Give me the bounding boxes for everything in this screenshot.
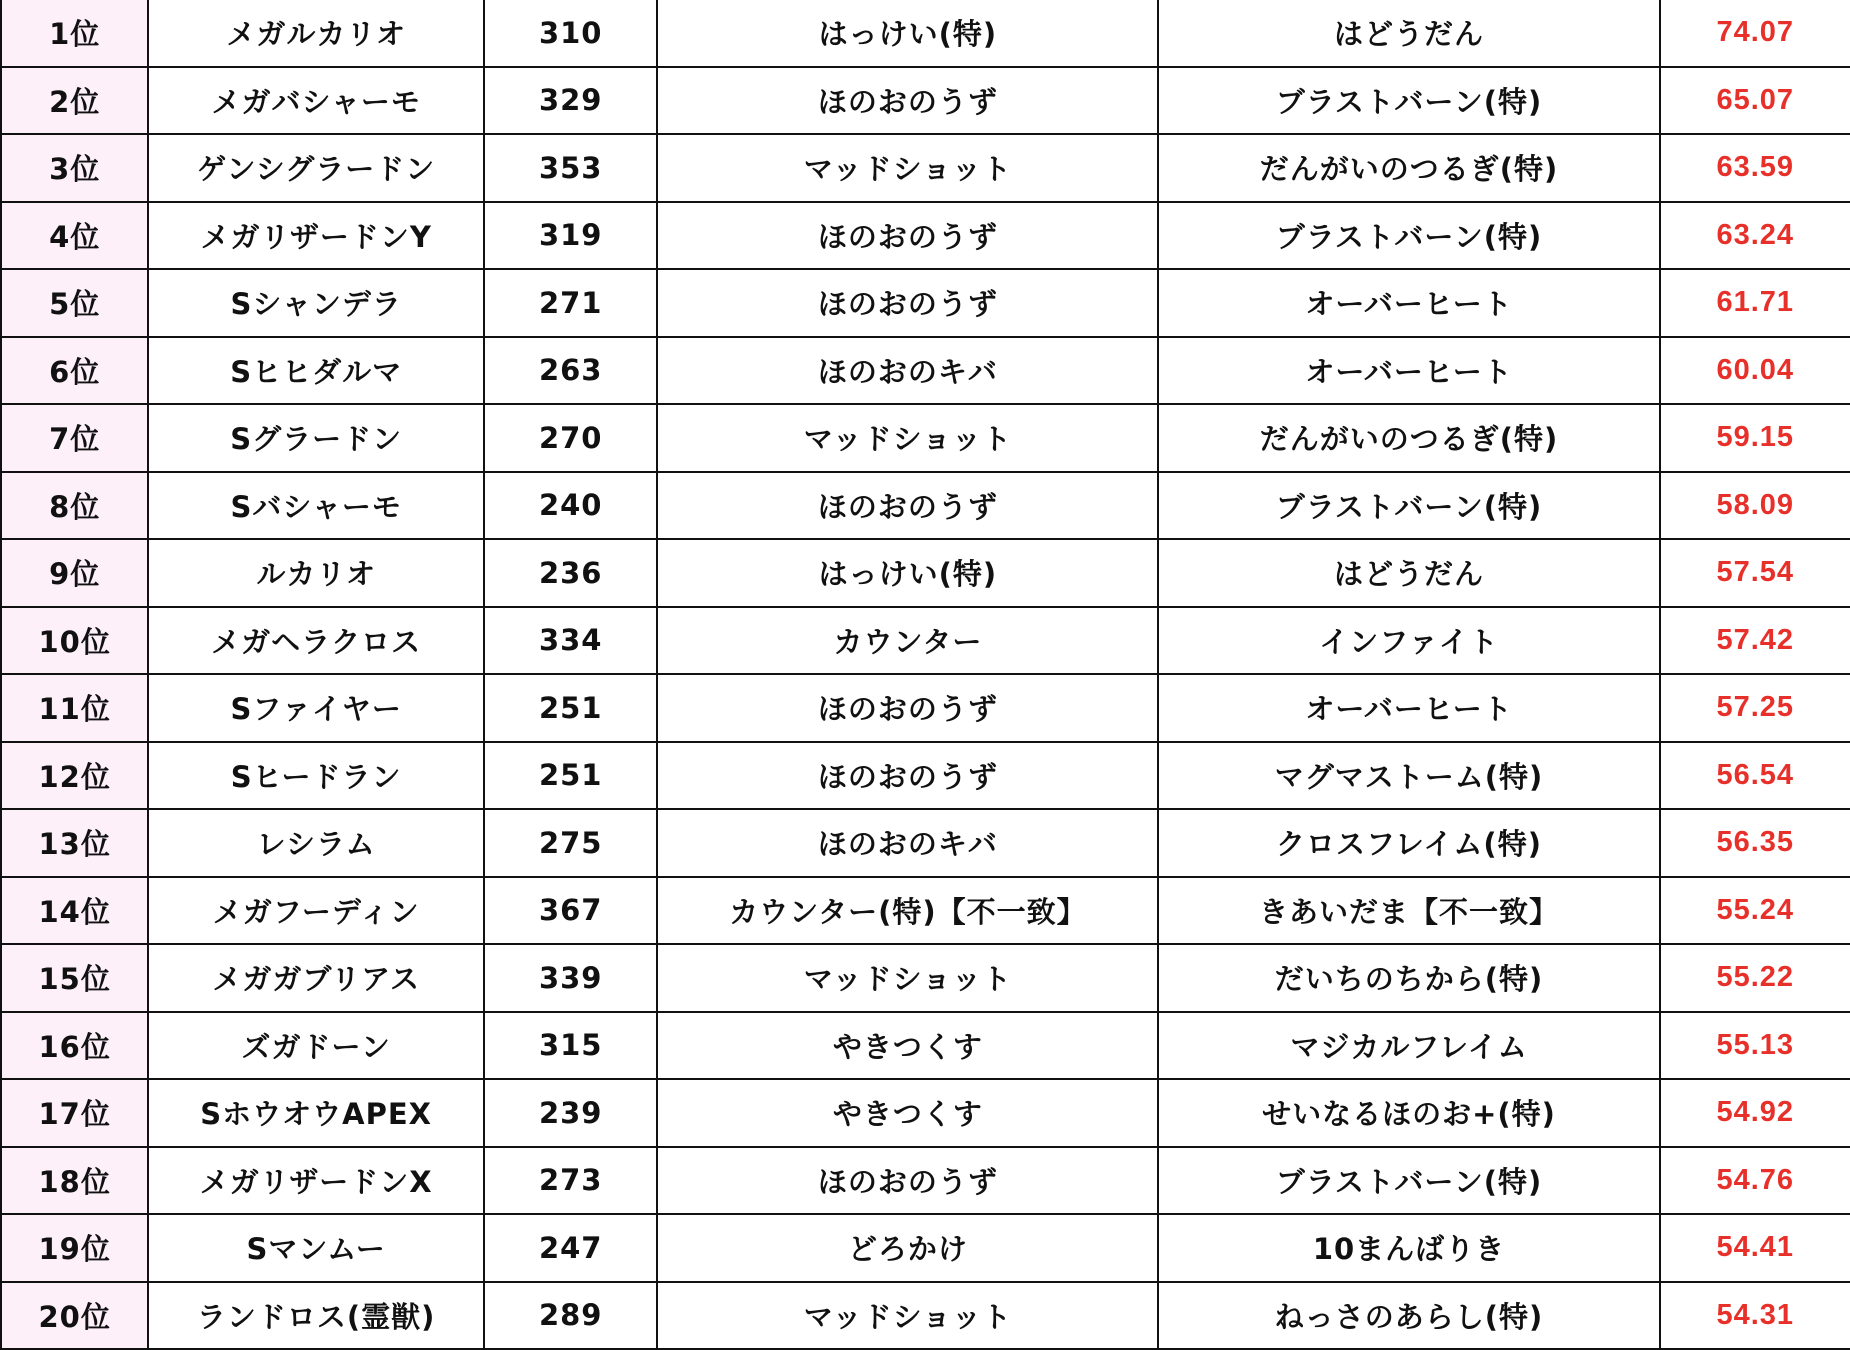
pokemon-name-cell: メガリザードンY <box>148 202 484 270</box>
table-row <box>1 944 1850 1012</box>
pokemon-name-cell: ズガドーン <box>148 1012 484 1080</box>
fast-move-cell: ほのおのうず <box>657 742 1158 810</box>
fast-move-cell: どろかけ <box>657 1214 1158 1282</box>
pokemon-name-cell: メガガブリアス <box>148 944 484 1012</box>
attack-cell: 329 <box>484 67 657 135</box>
charged-move-cell: はどうだん <box>1158 539 1659 607</box>
fast-move-cell: マッドショット <box>657 944 1158 1012</box>
fast-move-cell: マッドショット <box>657 1282 1158 1350</box>
attack-cell: 251 <box>484 674 657 742</box>
score-cell: 56.35 <box>1660 809 1850 877</box>
pokemon-name-cell: ルカリオ <box>148 539 484 607</box>
attack-cell: 289 <box>484 1282 657 1350</box>
charged-move-cell: せいなるほのお+(特) <box>1158 1079 1659 1147</box>
attack-cell: 353 <box>484 134 657 202</box>
pokemon-name-cell: メガリザードンX <box>148 1147 484 1215</box>
score-cell: 74.07 <box>1660 0 1850 67</box>
table-row <box>1 674 1850 742</box>
table-row <box>1 472 1850 540</box>
table-row <box>1 337 1850 405</box>
fast-move-cell: ほのおのうず <box>657 67 1158 135</box>
attack-cell: 236 <box>484 539 657 607</box>
rank-cell: 7位 <box>1 404 148 472</box>
rank-cell: 2位 <box>1 67 148 135</box>
charged-move-cell: インファイト <box>1158 607 1659 675</box>
rank-cell: 1位 <box>1 0 148 67</box>
pokemon-name-cell: SホウオウAPEX <box>148 1079 484 1147</box>
attack-cell: 263 <box>484 337 657 405</box>
attack-cell: 367 <box>484 877 657 945</box>
score-cell: 54.41 <box>1660 1214 1850 1282</box>
rank-cell: 19位 <box>1 1214 148 1282</box>
pokemon-name-cell: ゲンシグラードン <box>148 134 484 202</box>
rank-cell: 20位 <box>1 1282 148 1350</box>
charged-move-cell: きあいだま【不一致】 <box>1158 877 1659 945</box>
score-cell: 63.59 <box>1660 134 1850 202</box>
table-row <box>1 809 1850 877</box>
attack-cell: 315 <box>484 1012 657 1080</box>
score-cell: 55.13 <box>1660 1012 1850 1080</box>
rank-cell: 8位 <box>1 472 148 540</box>
table-row <box>1 202 1850 270</box>
charged-move-cell: ブラストバーン(特) <box>1158 472 1659 540</box>
pokemon-name-cell: Sグラードン <box>148 404 484 472</box>
pokemon-name-cell: メガバシャーモ <box>148 67 484 135</box>
charged-move-cell: ブラストバーン(特) <box>1158 67 1659 135</box>
score-cell: 61.71 <box>1660 269 1850 337</box>
score-cell: 57.54 <box>1660 539 1850 607</box>
score-cell: 57.25 <box>1660 674 1850 742</box>
rank-cell: 16位 <box>1 1012 148 1080</box>
pokemon-name-cell: Sシャンデラ <box>148 269 484 337</box>
fast-move-cell: ほのおのうず <box>657 472 1158 540</box>
table-row <box>1 1079 1850 1147</box>
score-cell: 57.42 <box>1660 607 1850 675</box>
score-cell: 58.09 <box>1660 472 1850 540</box>
attack-cell: 339 <box>484 944 657 1012</box>
pokemon-name-cell: メガルカリオ <box>148 0 484 67</box>
table-row <box>1 404 1850 472</box>
score-cell: 63.24 <box>1660 202 1850 270</box>
rank-cell: 11位 <box>1 674 148 742</box>
score-cell: 54.76 <box>1660 1147 1850 1215</box>
charged-move-cell: はどうだん <box>1158 0 1659 67</box>
table-row <box>1 877 1850 945</box>
charged-move-cell: ブラストバーン(特) <box>1158 1147 1659 1215</box>
fast-move-cell: ほのおのうず <box>657 674 1158 742</box>
charged-move-cell: ブラストバーン(特) <box>1158 202 1659 270</box>
table-row <box>1 1282 1850 1350</box>
charged-move-cell: ねっさのあらし(特) <box>1158 1282 1659 1350</box>
attack-cell: 239 <box>484 1079 657 1147</box>
score-cell: 55.24 <box>1660 877 1850 945</box>
fast-move-cell: はっけい(特) <box>657 0 1158 67</box>
charged-move-cell: オーバーヒート <box>1158 674 1659 742</box>
attack-cell: 251 <box>484 742 657 810</box>
rank-cell: 17位 <box>1 1079 148 1147</box>
attack-cell: 273 <box>484 1147 657 1215</box>
score-cell: 55.22 <box>1660 944 1850 1012</box>
rank-cell: 10位 <box>1 607 148 675</box>
score-cell: 54.92 <box>1660 1079 1850 1147</box>
pokemon-name-cell: メガヘラクロス <box>148 607 484 675</box>
fast-move-cell: カウンター(特)【不一致】 <box>657 877 1158 945</box>
fast-move-cell: ほのおのうず <box>657 269 1158 337</box>
rank-cell: 13位 <box>1 809 148 877</box>
charged-move-cell: だんがいのつるぎ(特) <box>1158 404 1659 472</box>
attack-cell: 310 <box>484 0 657 67</box>
rank-cell: 9位 <box>1 539 148 607</box>
table-row <box>1 742 1850 810</box>
attack-cell: 247 <box>484 1214 657 1282</box>
score-cell: 65.07 <box>1660 67 1850 135</box>
attack-cell: 319 <box>484 202 657 270</box>
rank-cell: 6位 <box>1 337 148 405</box>
rank-cell: 5位 <box>1 269 148 337</box>
table-row <box>1 1214 1850 1282</box>
table-row <box>1 607 1850 675</box>
attack-cell: 270 <box>484 404 657 472</box>
charged-move-cell: オーバーヒート <box>1158 269 1659 337</box>
fast-move-cell: カウンター <box>657 607 1158 675</box>
rank-cell: 18位 <box>1 1147 148 1215</box>
rank-cell: 12位 <box>1 742 148 810</box>
attack-cell: 334 <box>484 607 657 675</box>
charged-move-cell: だいちのちから(特) <box>1158 944 1659 1012</box>
charged-move-cell: マグマストーム(特) <box>1158 742 1659 810</box>
fast-move-cell: マッドショット <box>657 404 1158 472</box>
table-row <box>1 1012 1850 1080</box>
pokemon-name-cell: レシラム <box>148 809 484 877</box>
charged-move-cell: オーバーヒート <box>1158 337 1659 405</box>
table-row <box>1 1147 1850 1215</box>
fast-move-cell: やきつくす <box>657 1079 1158 1147</box>
pokemon-name-cell: Sファイヤー <box>148 674 484 742</box>
fast-move-cell: マッドショット <box>657 134 1158 202</box>
pokemon-name-cell: Sマンムー <box>148 1214 484 1282</box>
table-row <box>1 539 1850 607</box>
attack-cell: 240 <box>484 472 657 540</box>
rank-cell: 3位 <box>1 134 148 202</box>
charged-move-cell: クロスフレイム(特) <box>1158 809 1659 877</box>
table-row <box>1 269 1850 337</box>
score-cell: 60.04 <box>1660 337 1850 405</box>
fast-move-cell: はっけい(特) <box>657 539 1158 607</box>
fast-move-cell: ほのおのうず <box>657 202 1158 270</box>
score-cell: 54.31 <box>1660 1282 1850 1350</box>
fast-move-cell: ほのおのキバ <box>657 809 1158 877</box>
fast-move-cell: ほのおのキバ <box>657 337 1158 405</box>
pokemon-name-cell: メガフーディン <box>148 877 484 945</box>
charged-move-cell: マジカルフレイム <box>1158 1012 1659 1080</box>
fast-move-cell: やきつくす <box>657 1012 1158 1080</box>
pokemon-name-cell: Sバシャーモ <box>148 472 484 540</box>
rank-cell: 14位 <box>1 877 148 945</box>
score-cell: 59.15 <box>1660 404 1850 472</box>
table-row <box>1 134 1850 202</box>
score-cell: 56.54 <box>1660 742 1850 810</box>
attack-cell: 271 <box>484 269 657 337</box>
charged-move-cell: だんがいのつるぎ(特) <box>1158 134 1659 202</box>
pokemon-name-cell: Sヒヒダルマ <box>148 337 484 405</box>
pokemon-name-cell: Sヒードラン <box>148 742 484 810</box>
table-row <box>1 67 1850 135</box>
ranking-table-body <box>1 0 1850 1349</box>
fast-move-cell: ほのおのうず <box>657 1147 1158 1215</box>
charged-move-cell: 10まんばりき <box>1158 1214 1659 1282</box>
rank-cell: 15位 <box>1 944 148 1012</box>
pokemon-name-cell: ランドロス(霊獣) <box>148 1282 484 1350</box>
table-row <box>1 0 1850 67</box>
rank-cell: 4位 <box>1 202 148 270</box>
attack-cell: 275 <box>484 809 657 877</box>
